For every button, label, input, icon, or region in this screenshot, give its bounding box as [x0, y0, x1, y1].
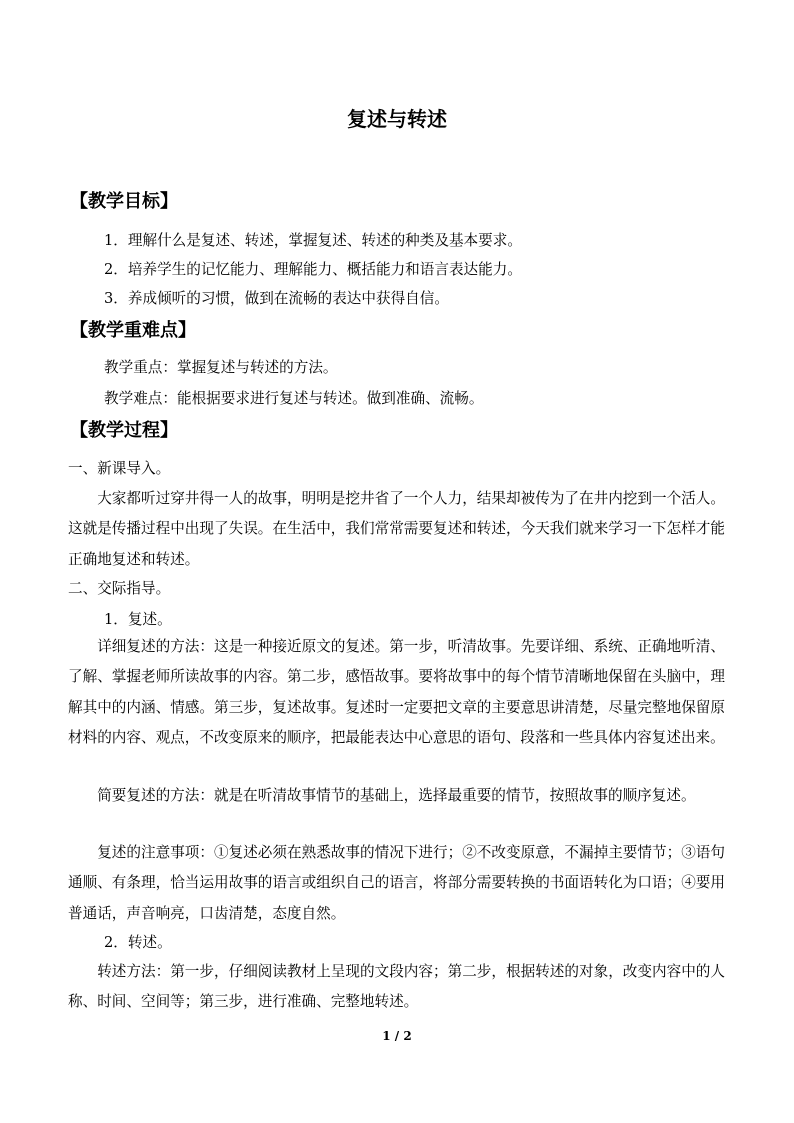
- retelling-notes-paragraph: 复述的注意事项：①复述必须在熟悉故事的情况下进行；②不改变原意，不漏掉主要情节；③语句通顺、有条理，恰当运用故事的语言或组织自己的语言，将部分需要转换的书面语转化为口语；④要用普通话，声音响亮，口齿清楚，态度自然。: [68, 844, 725, 922]
- process-heading: 【教学过程】: [70, 420, 178, 441]
- objective-item-1: 1．理解什么是复述、转述，掌握复述、转述的种类及基本要求。: [104, 232, 522, 249]
- teaching-focus: 教学重点：掌握复述与转述的方法。: [104, 359, 338, 376]
- part1-title: 一、新课导入。: [68, 460, 171, 477]
- key-points-heading: 【教学重难点】: [70, 320, 196, 341]
- teaching-difficulty: 教学难点：能根据要求进行复述与转述。做到准确、流畅。: [104, 390, 484, 407]
- relaying-subtitle: 2．转述。: [104, 934, 172, 951]
- objective-item-3: 3．养成倾听的习惯，做到在流畅的表达中获得自信。: [104, 290, 449, 307]
- document-title: 复述与转述: [347, 107, 447, 131]
- detailed-retelling-paragraph: 详细复述的方法：这是一种接近原文的复述。第一步，听清故事。先要详细、系统、正确地听清、了解、掌握老师所读故事的内容。第二步，感悟故事。要将故事中的每个情节清晰地保留在头脑中，理解其中的内涵、情感。第三步，复述故事。复述时一定要把文章的主要意思讲清楚，尽量完整地保留原材料的内容、观点，不改变原来的顺序，把最能表达中心意思的语句、段落和一些具体内容复述出来。: [68, 638, 725, 746]
- objectives-heading: 【教学目标】: [70, 191, 178, 212]
- part2-title: 二、交际指导。: [68, 580, 171, 597]
- part1-paragraph: 大家都听过穿井得一人的故事，明明是挖井省了一个人力，结果却被传为了在井内挖到一个活人。这就是传播过程中出现了失误。在生活中，我们常常需要复述和转述，今天我们就来学习一下怎样才能正确地复述和转述。: [68, 490, 725, 568]
- page-number: 1 / 2: [382, 1029, 412, 1043]
- relaying-method-paragraph: 转述方法：第一步，仔细阅读教材上呈现的文段内容；第二步，根据转述的对象，改变内容中的人称、时间、空间等；第三步，进行准确、完整地转述。: [68, 963, 725, 1011]
- retelling-subtitle: 1．复述。: [104, 611, 172, 628]
- objective-item-2: 2．培养学生的记忆能力、理解能力、概括能力和语言表达能力。: [104, 261, 522, 278]
- brief-retelling-paragraph: 简要复述的方法：就是在听清故事情节的基础上，选择最重要的情节，按照故事的顺序复述。: [97, 787, 696, 804]
